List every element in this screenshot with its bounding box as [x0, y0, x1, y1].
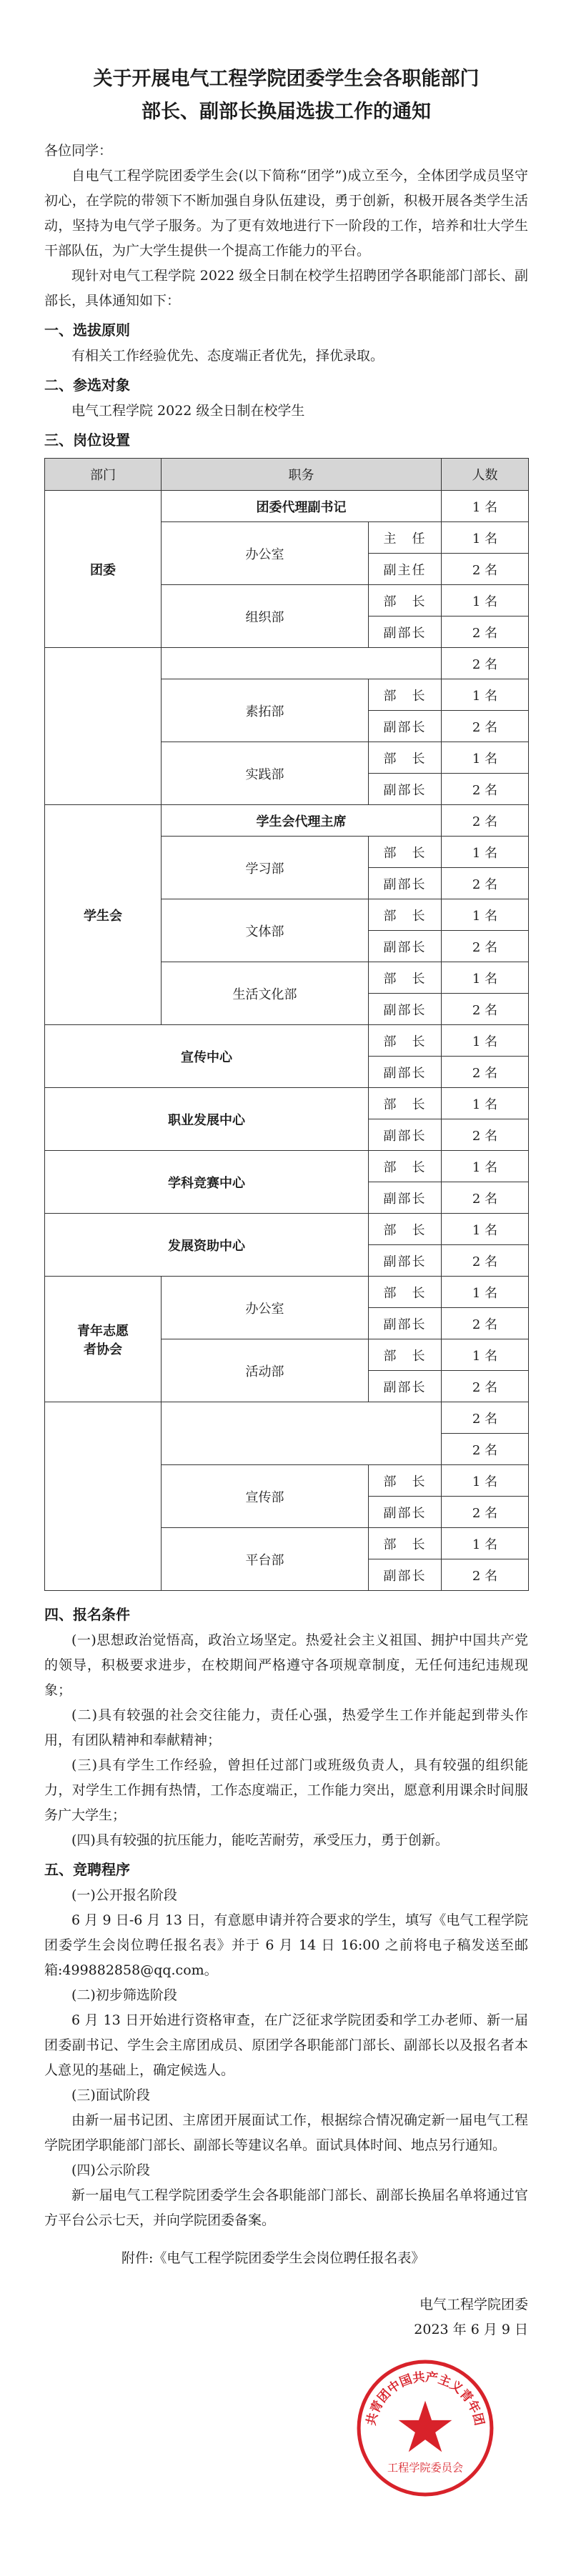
- role-cell: 部 长: [369, 1151, 442, 1182]
- role-cell: 副主任: [369, 554, 442, 585]
- role-cell: 部 长: [369, 1025, 442, 1057]
- role-cell: 部 长: [369, 837, 442, 868]
- count-cell: 2 名: [442, 648, 529, 679]
- center-cell: 职业发展中心: [45, 1088, 369, 1151]
- header-count: 人数: [442, 459, 529, 491]
- stage-title: (一)公开报名阶段: [71, 1887, 177, 1903]
- seal-ring-text: 共青团中国共产主义青年团: [364, 2370, 487, 2427]
- section-heading: 一、选拔原则: [44, 321, 130, 339]
- count-cell: 1 名: [442, 1088, 529, 1119]
- document-title: [44, 63, 528, 129]
- seal-bottom-text: 工程学院委员会: [387, 2461, 463, 2475]
- table-row: [45, 1402, 529, 1434]
- unit-cell: 文体部: [162, 899, 369, 962]
- count-cell: 2 名: [442, 1245, 529, 1277]
- count-cell: 2 名: [442, 1308, 529, 1339]
- count-cell: 2 名: [442, 1371, 529, 1402]
- signature-date: 2023 年 6 月 9 日: [414, 2322, 528, 2337]
- table-row: [45, 1214, 529, 1245]
- attachment-note: 附件:《电气工程学院团委学生会岗位聘任报名表》: [121, 2250, 425, 2266]
- count-cell: 1 名: [442, 837, 529, 868]
- count-cell: 1 名: [442, 1339, 529, 1371]
- center-cell: 宣传中心: [45, 1025, 369, 1088]
- unit-cell: 办公室: [162, 522, 369, 585]
- table-row: [45, 1277, 529, 1308]
- center-cell: 发展资助中心: [45, 1214, 369, 1277]
- unit-cell: 学习部: [162, 837, 369, 899]
- count-cell: 1 名: [442, 1528, 529, 1559]
- lead-post-cell: 学生会代理主席: [162, 805, 442, 837]
- post-cell-blank: [162, 648, 442, 679]
- count-cell: 2 名: [442, 994, 529, 1025]
- role-cell: 副部长: [369, 994, 442, 1025]
- section-body: 有相关工作经验优先、态度端正者优先，择优录取。: [71, 348, 384, 364]
- stage-body: 6 月 9 日-6 月 13 日，有意愿申请并符合要求的学生，填写《电气工程学院团委学生会岗位聘任报名表》并于 6 月 14 日 16:00 之前将电子稿发送至邮箱:499882858@qq.com。: [44, 1912, 528, 1978]
- table-row: [45, 648, 529, 679]
- role-cell: 部 长: [369, 1214, 442, 1245]
- stage-title: (二)初步筛选阶段: [71, 1987, 177, 2003]
- count-cell: 1 名: [442, 899, 529, 931]
- count-cell: 1 名: [442, 742, 529, 774]
- role-cell: 部 长: [369, 1339, 442, 1371]
- count-cell: 1 名: [442, 1277, 529, 1308]
- title-line-2: 部长、副部长换届选拔工作的通知: [141, 101, 431, 123]
- count-cell: 2 名: [442, 1119, 529, 1151]
- stage-body: 6 月 13 日开始进行资格审查，在广泛征求学院团委和学工办老师、新一届团委副书记、学生会主席团成员、原团学各职能部门部长、副部长以及报名者本人意见的基础上，确定候选人。: [44, 2012, 528, 2078]
- unit-cell: 生活文化部: [162, 962, 369, 1025]
- count-cell: 2 名: [442, 868, 529, 899]
- header-dept: 部门: [45, 459, 162, 491]
- count-cell: 2 名: [442, 711, 529, 742]
- role-cell: 部 长: [369, 962, 442, 994]
- dept-name-line: 者协会: [84, 1342, 122, 1357]
- role-cell: 部 长: [369, 899, 442, 931]
- count-cell: 1 名: [442, 491, 529, 522]
- unit-cell: 宣传部: [162, 1465, 369, 1528]
- role-cell: 副部长: [369, 774, 442, 805]
- unit-cell: 实践部: [162, 742, 369, 805]
- count-cell: 1 名: [442, 585, 529, 616]
- count-cell: 2 名: [442, 616, 529, 648]
- dept-cell: 学生会: [45, 805, 162, 1025]
- table-row: [45, 805, 529, 837]
- table-header-row: [45, 459, 529, 491]
- count-cell: 2 名: [442, 1559, 529, 1591]
- role-cell: 副部长: [369, 931, 442, 962]
- title-line-1: 关于开展电气工程学院团委学生会各职能部门: [93, 68, 480, 90]
- count-cell: 1 名: [442, 962, 529, 994]
- count-cell: 2 名: [442, 931, 529, 962]
- count-cell: 1 名: [442, 679, 529, 711]
- intro-paragraph: 现针对电气工程学院 2022 级全日制在校学生招聘团学各职能部门部长、副部长，具体通知如下：: [44, 268, 528, 309]
- count-cell: 1 名: [442, 1151, 529, 1182]
- role-cell: 部 长: [369, 1528, 442, 1559]
- role-cell: 部 长: [369, 742, 442, 774]
- unit-cell: 素拓部: [162, 679, 369, 742]
- role-cell: 副部长: [369, 1308, 442, 1339]
- section-body: 电气工程学院 2022 级全日制在校学生: [71, 403, 305, 419]
- role-cell: 部 长: [369, 1465, 442, 1497]
- post-cell-blank: [162, 1402, 442, 1465]
- count-cell: 1 名: [442, 1025, 529, 1057]
- count-cell: 2 名: [442, 805, 529, 837]
- table-row: [45, 1088, 529, 1119]
- section-heading: 二、参选对象: [44, 376, 130, 394]
- unit-cell: 组织部: [162, 585, 369, 648]
- count-cell: 2 名: [442, 774, 529, 805]
- count-cell: 1 名: [442, 1465, 529, 1497]
- signature-org: 电气工程学院团委: [419, 2297, 528, 2312]
- role-cell: 主 任: [369, 522, 442, 554]
- stage-body: 新一届电气工程学院团委学生会各职能部门部长、副部长换届名单将通过官方平台公示七天，并向学院团委备案。: [44, 2187, 528, 2228]
- role-cell: 副部长: [369, 1245, 442, 1277]
- dept-name-line: 青年志愿: [77, 1323, 129, 1339]
- condition-item: (一)思想政治觉悟高，政治立场坚定。热爱社会主义祖国、拥护中国共产党的领导，积极要求进步，在校期间严格遵守各项规章制度，无任何违纪违规现象；: [44, 1632, 528, 1698]
- seal-star-icon: [399, 2401, 452, 2452]
- count-cell: 2 名: [442, 554, 529, 585]
- salutation: 各位同学：: [44, 143, 113, 159]
- condition-item: (三)具有学生工作经验，曾担任过部门或班级负责人，具有较强的组织能力，对学生工作拥有热情，工作态度端正，工作能力突出，愿意利用课余时间服务广大学生；: [44, 1757, 528, 1823]
- dept-cell-blank: [45, 1402, 162, 1591]
- role-cell: 副部长: [369, 868, 442, 899]
- role-cell: 部 长: [369, 1088, 442, 1119]
- role-cell: 副部长: [369, 1371, 442, 1402]
- center-cell: 学科竞赛中心: [45, 1151, 369, 1214]
- header-post: 职务: [162, 459, 442, 491]
- intro-paragraph: 自电气工程学院团委学生会(以下简称“团学”)成立至今，全体团学成员坚守初心，在学院的带领下不断加强自身队伍建设，勇于创新，积极开展各类学生活动，坚持为电气学子服务。为了更有效地进行下一阶段的工作，培养和壮大学生干部队伍，为广大学生提供一个提高工作能力的平台。: [44, 168, 528, 259]
- section-heading: 四、报名条件: [44, 1606, 130, 1623]
- count-cell: 2 名: [442, 1182, 529, 1214]
- stage-title: (四)公示阶段: [71, 2162, 150, 2178]
- condition-item: (四)具有较强的抗压能力，能吃苦耐劳，承受压力，勇于创新。: [71, 1832, 449, 1848]
- dept-cell: [45, 1277, 162, 1402]
- stage-title: (三)面试阶段: [71, 2087, 150, 2103]
- count-cell: 1 名: [442, 1214, 529, 1245]
- table-row: [45, 491, 529, 522]
- unit-cell: 活动部: [162, 1339, 369, 1402]
- role-cell: 副部长: [369, 616, 442, 648]
- section-heading: 三、岗位设置: [44, 431, 130, 449]
- table-row: [45, 1151, 529, 1182]
- unit-cell: 办公室: [162, 1277, 369, 1339]
- count-cell: 2 名: [442, 1497, 529, 1528]
- role-cell: 副部长: [369, 1559, 442, 1591]
- lead-post-cell: 团委代理副书记: [162, 491, 442, 522]
- count-cell: 1 名: [442, 522, 529, 554]
- table-row: [45, 1025, 529, 1057]
- role-cell: 副部长: [369, 711, 442, 742]
- stage-body: 由新一届书记团、主席团开展面试工作，根据综合情况确定新一届电气工程学院团学职能部门部长、副部长等建议名单。面试具体时间、地点另行通知。: [44, 2112, 528, 2153]
- role-cell: 部 长: [369, 585, 442, 616]
- count-cell: 2 名: [442, 1057, 529, 1088]
- condition-item: (二)具有较强的社会交往能力，责任心强，热爱学生工作并能起到带头作用，有团队精神和奉献精神；: [44, 1707, 528, 1748]
- role-cell: 副部长: [369, 1119, 442, 1151]
- role-cell: 部 长: [369, 679, 442, 711]
- role-cell: 副部长: [369, 1057, 442, 1088]
- unit-cell: 平台部: [162, 1528, 369, 1591]
- dept-cell-blank: [45, 648, 162, 805]
- official-seal-icon: [353, 2356, 497, 2500]
- count-cell: 2 名: [442, 1434, 529, 1465]
- dept-cell: 团委: [45, 491, 162, 648]
- role-cell: 副部长: [369, 1182, 442, 1214]
- section-heading: 五、竞聘程序: [44, 1861, 130, 1878]
- count-cell: 2 名: [442, 1402, 529, 1434]
- role-cell: 部 长: [369, 1277, 442, 1308]
- role-cell: 副部长: [369, 1497, 442, 1528]
- positions-table: [44, 458, 529, 1591]
